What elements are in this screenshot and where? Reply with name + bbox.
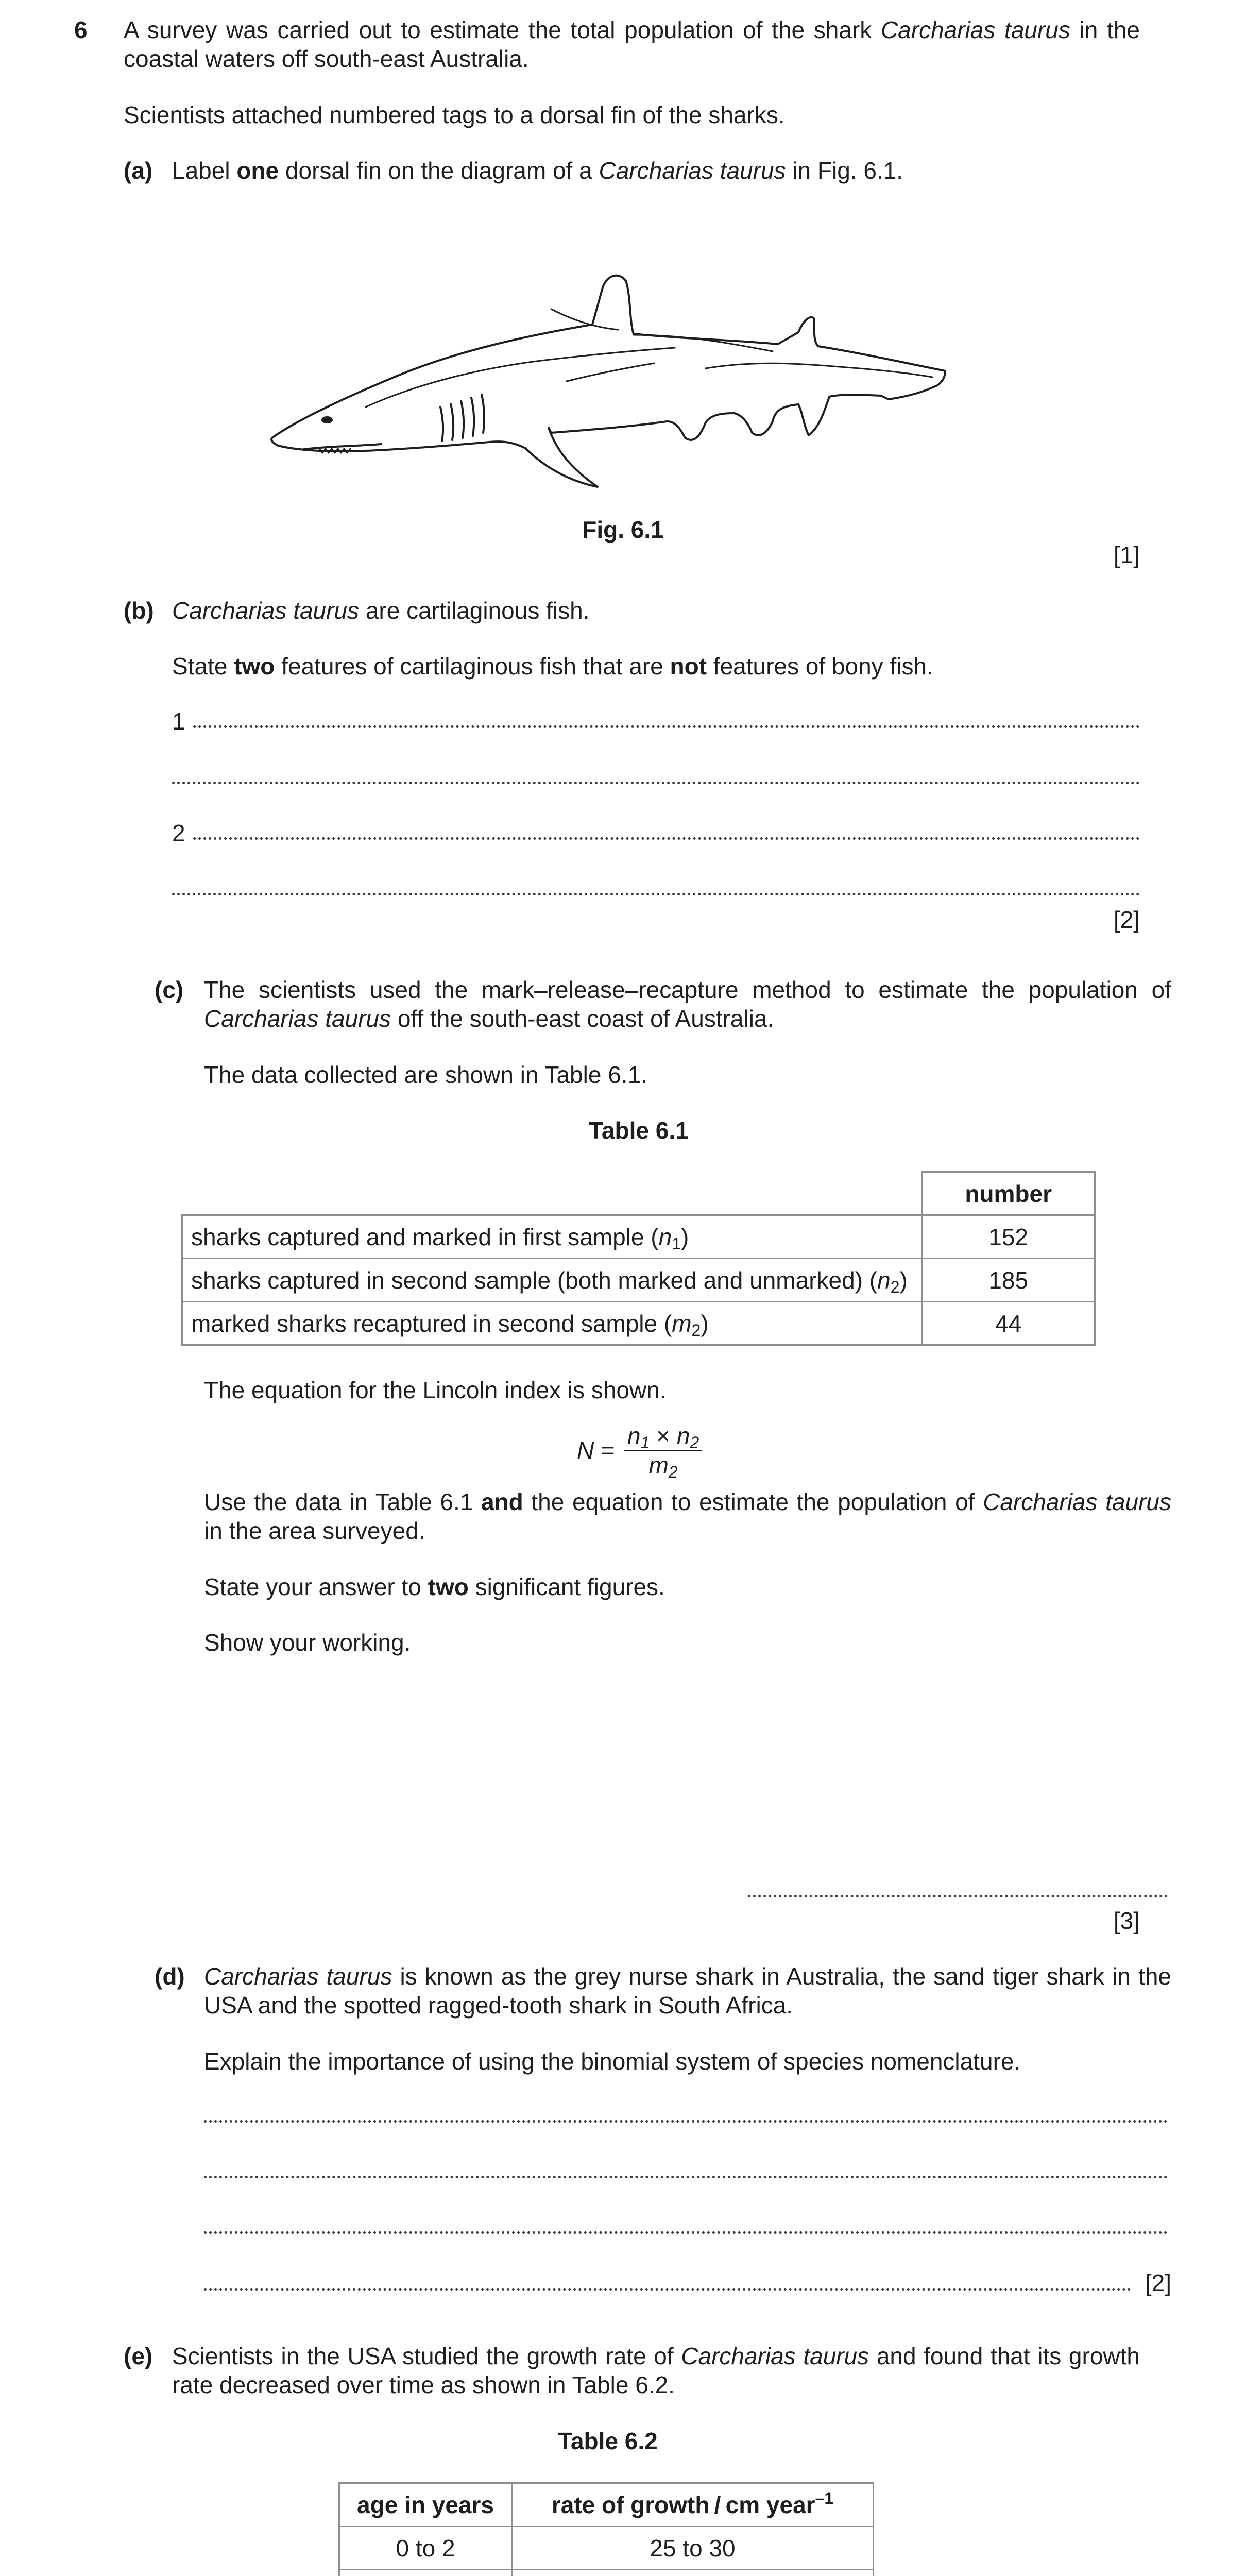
table-6-2 bbox=[338, 2482, 874, 2576]
part-d-explain: Explain the importance of using the binomial system of species nomenclature. bbox=[204, 2048, 1021, 2075]
row-description: marked sharks recaptured in second sample $(m_2)$ bbox=[182, 1302, 922, 1345]
table-header-rate: rate of growth / cm year$^{-1}$ bbox=[512, 2483, 874, 2527]
part-b-instruction: State two features of cartilaginous fish that are not features of bony fish. bbox=[172, 653, 933, 680]
table-row bbox=[182, 1302, 1095, 1345]
part-a-label: (a) bbox=[124, 157, 153, 184]
part-c-marks: [3] bbox=[1113, 1907, 1140, 1934]
part-c-use-data: Use the data in Table 6.1 and the equation to estimate the population of Carcharias taurus in the area surveyed. bbox=[204, 1488, 1171, 1544]
answer-line[interactable] bbox=[204, 2288, 1131, 2291]
table-row bbox=[339, 2527, 874, 2570]
table-row bbox=[182, 1259, 1095, 1302]
fig-6-1-caption: Fig. 6.1 bbox=[582, 516, 664, 543]
part-c-data-note: The data collected are shown in Table 6.1. bbox=[204, 1061, 647, 1088]
answer-line[interactable] bbox=[172, 782, 1140, 784]
part-e-intro: Scientists in the USA studied the growth rate of Carcharias taurus and found that its growth rate decreased over time as shown in Table 6.2. bbox=[172, 2343, 1140, 2398]
answer-number-2: 2 bbox=[172, 820, 185, 846]
question-intro-tags: Scientists attached numbered tags to a dorsal fin of the sharks. bbox=[124, 101, 785, 128]
answer-line[interactable] bbox=[193, 837, 1140, 840]
part-c-label: (c) bbox=[155, 976, 184, 1003]
age-cell: 0 to 2 bbox=[339, 2527, 512, 2570]
answer-line[interactable] bbox=[193, 725, 1140, 728]
answer-line[interactable] bbox=[204, 2231, 1168, 2234]
answer-line[interactable] bbox=[204, 2120, 1168, 2123]
part-b-statement: Carcharias taurus are cartilaginous fish. bbox=[172, 597, 590, 624]
rate-cell bbox=[512, 2570, 874, 2576]
answer-line[interactable] bbox=[172, 893, 1140, 895]
rate-cell: 25 to 30 bbox=[512, 2527, 874, 2570]
age-cell bbox=[339, 2570, 512, 2576]
answer-line[interactable] bbox=[748, 1895, 1168, 1897]
part-d-marks: [2] bbox=[1145, 2269, 1171, 2296]
part-a-marks: [1] bbox=[1113, 541, 1140, 568]
answer-line[interactable] bbox=[204, 2176, 1168, 2178]
table-6-1 bbox=[181, 1171, 1096, 1346]
table-header-number: number bbox=[922, 1172, 1095, 1215]
table-header-age: age in years bbox=[339, 2483, 512, 2527]
table-row bbox=[182, 1215, 1095, 1259]
equation-fraction: $\frac{n_1 \times n_2}{m_2}$ bbox=[624, 1422, 702, 1479]
equation-lhs: N = bbox=[577, 1437, 615, 1464]
question-number: 6 bbox=[74, 16, 88, 43]
answer-number-1: 1 bbox=[172, 708, 185, 735]
part-d-label: (d) bbox=[155, 1963, 185, 1990]
part-c-sig-figs: State your answer to two significant figures. bbox=[204, 1573, 665, 1600]
part-c-working: Show your working. bbox=[204, 1629, 411, 1656]
row-description: sharks captured in second sample (both marked and unmarked) $(n_2)$ bbox=[182, 1259, 922, 1302]
row-value: 44 bbox=[922, 1302, 1095, 1345]
question-intro: A survey was carried out to estimate the total population of the shark Carcharias taurus in the coastal waters off south-east Australia. bbox=[124, 16, 1140, 72]
part-c-intro: The scientists used the mark–release–recapture method to estimate the population of Carcharias taurus off the south-east coast of Australia. bbox=[204, 976, 1171, 1032]
shark-diagram[interactable] bbox=[263, 258, 953, 495]
row-value: 152 bbox=[922, 1215, 1095, 1259]
part-e-label: (e) bbox=[124, 2343, 153, 2369]
table-row bbox=[339, 2570, 874, 2576]
table-6-1-title: Table 6.1 bbox=[589, 1117, 689, 1144]
part-b-label: (b) bbox=[124, 597, 154, 624]
part-b-marks: [2] bbox=[1113, 906, 1140, 933]
lincoln-equation bbox=[577, 1422, 731, 1479]
row-value: 185 bbox=[922, 1259, 1095, 1302]
part-a-instruction: Label one dorsal fin on the diagram of a Carcharias taurus in Fig. 6.1. bbox=[172, 157, 903, 184]
table-6-2-title: Table 6.2 bbox=[558, 2428, 658, 2454]
equation-intro: The equation for the Lincoln index is shown. bbox=[204, 1377, 667, 1403]
row-description: sharks captured and marked in first sample $(n_1)$ bbox=[182, 1215, 922, 1259]
part-d-statement: Carcharias taurus is known as the grey nurse shark in Australia, the sand tiger shark in the USA and the spotted ragged-tooth shark in South Africa. bbox=[204, 1963, 1171, 2019]
